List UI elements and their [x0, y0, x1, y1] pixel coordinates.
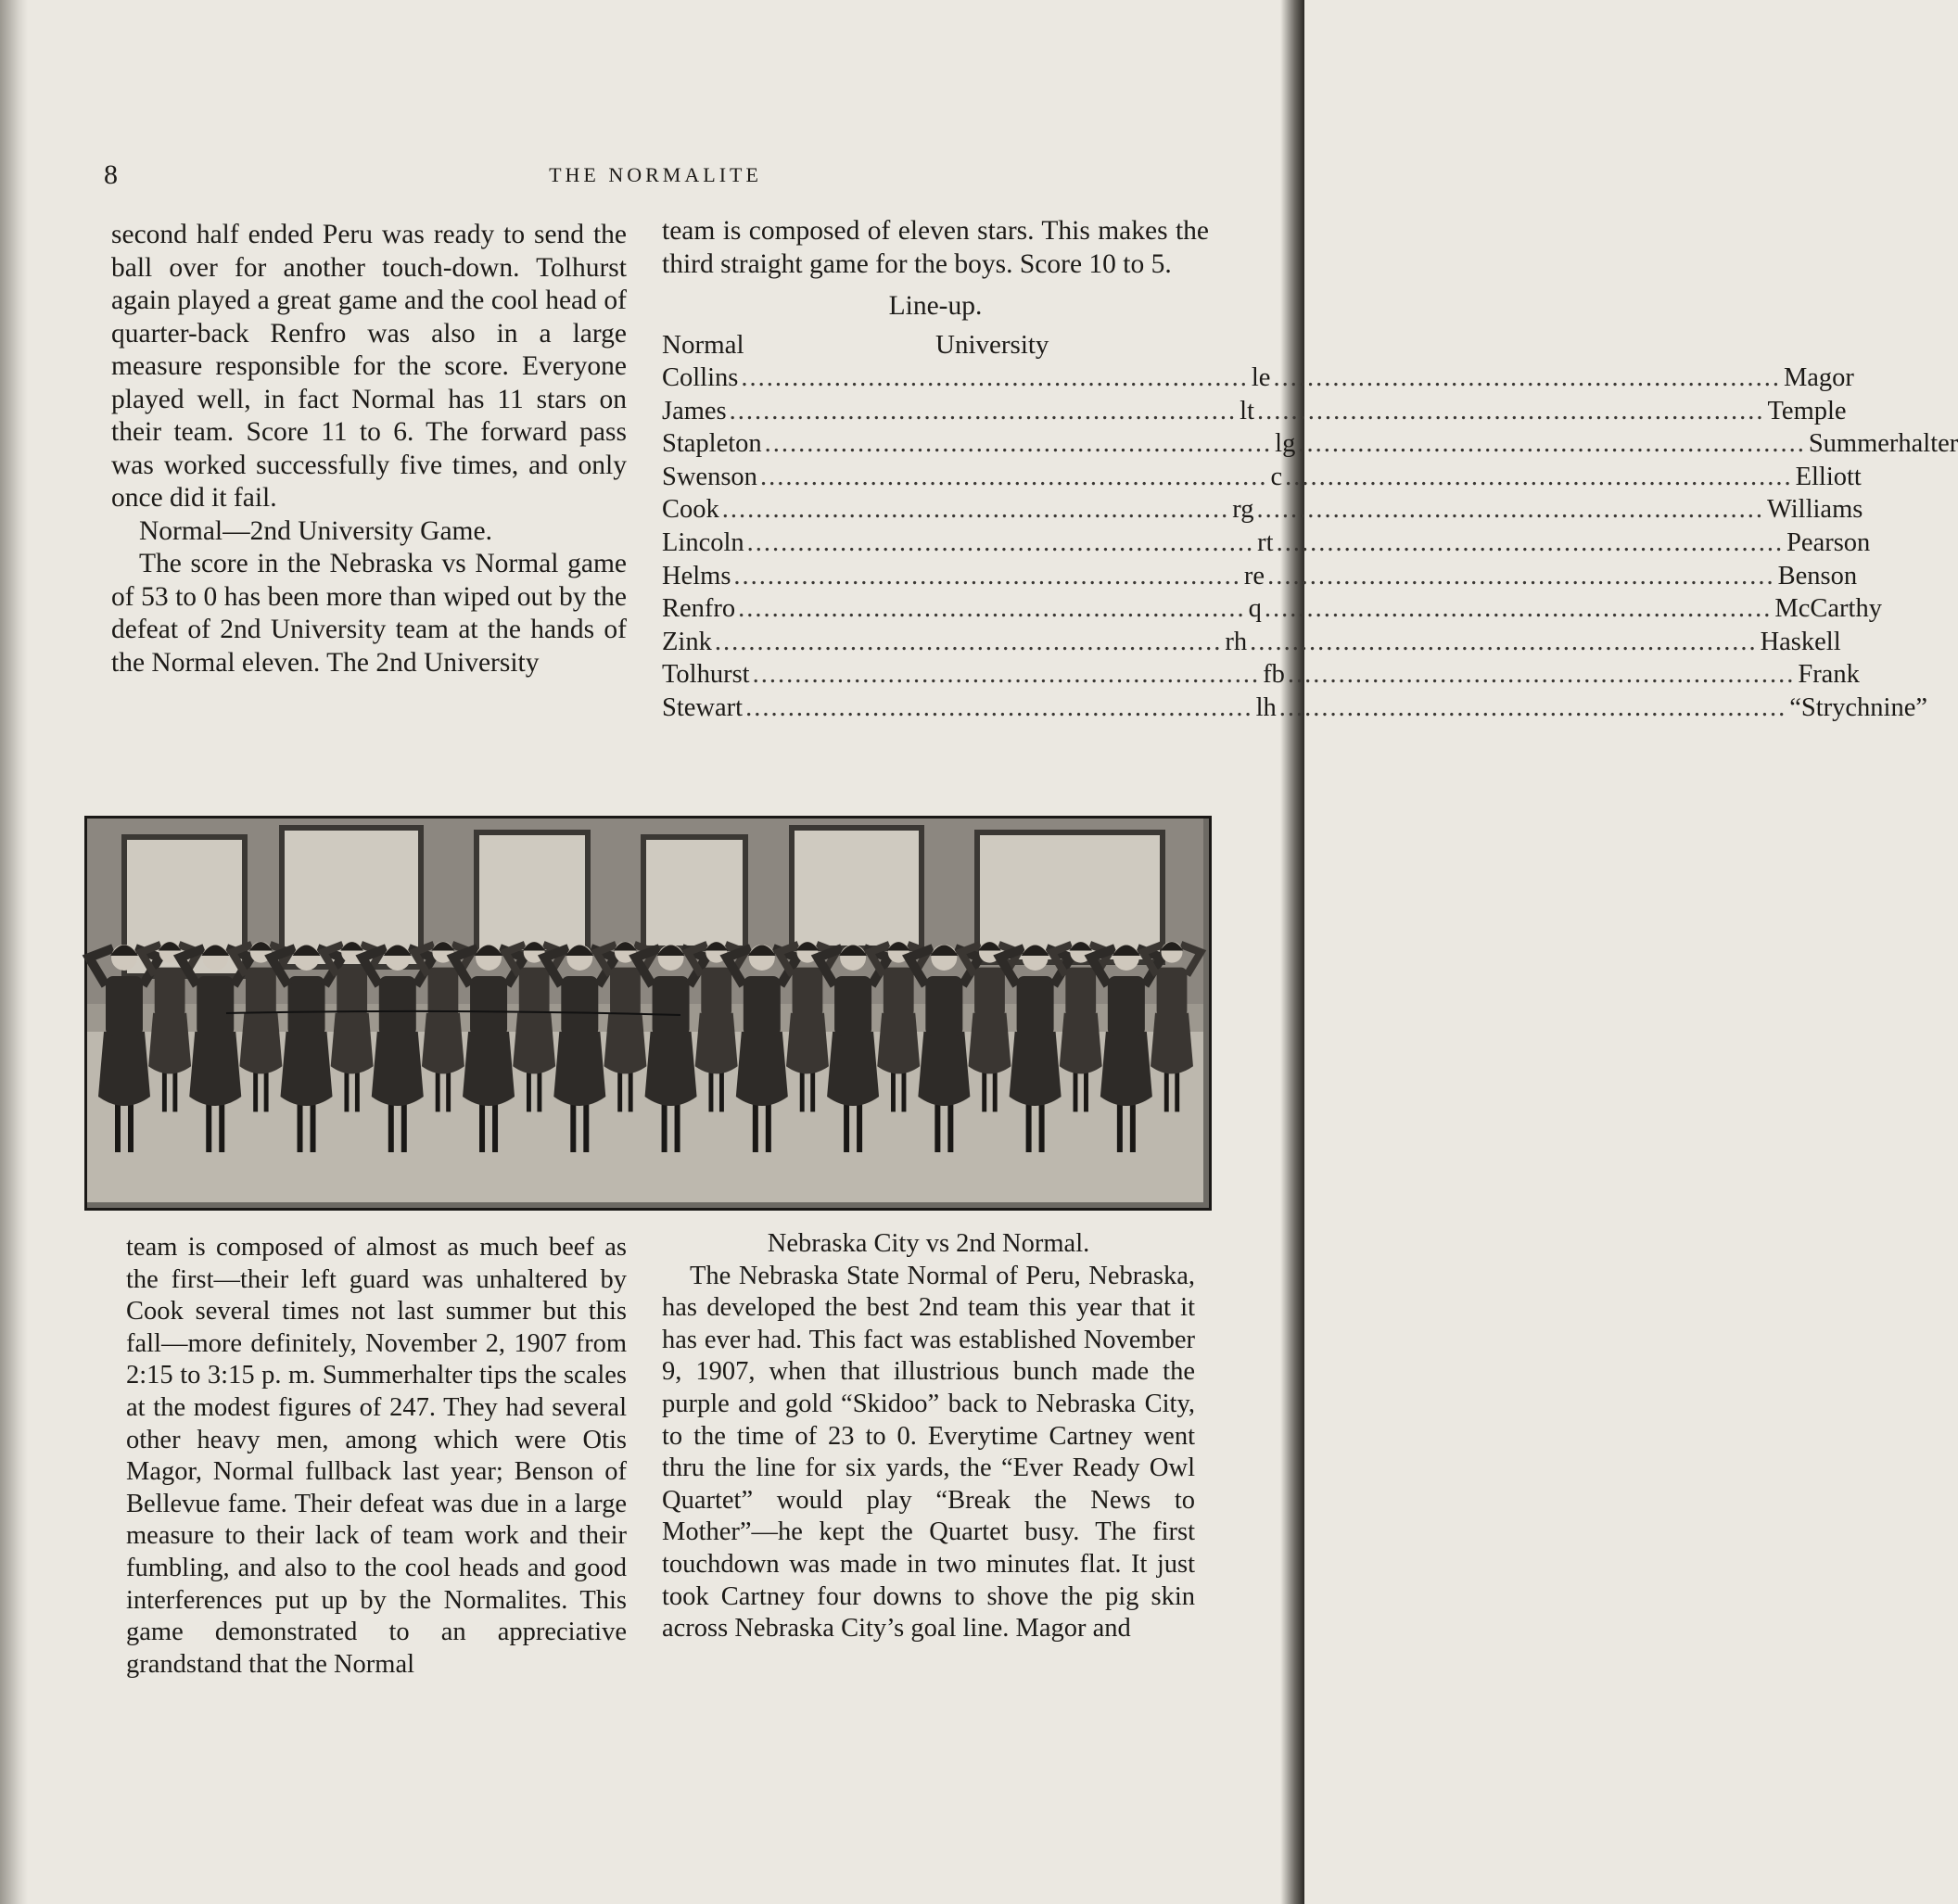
lineup-position: q	[1248, 594, 1262, 624]
leader-dots: ............................................................	[746, 527, 1255, 557]
lineup-row	[662, 395, 1847, 428]
leader-dots: ............................................................	[1278, 692, 1787, 722]
leader-dots: ............................................................	[1264, 594, 1773, 624]
page-number: 8	[104, 159, 118, 190]
paragraph-team-beef: team is composed of almost as much beef as the first—their left guard was unhaltered by Cook several times not last summer but this fall—more definitely, November 2, 1907 from 2:15 to 3:15 p. m. Summerhalter tips the scales at the modest figures of 247. They had several other heavy men, among which were Otis Magor, Normal fullback last year; Benson of Bellevue fame. Their defeat was due in a large measure to their lack of team work and their fumbling, and also to the cool heads and good interferences put up by the Normalites. This game demonstrated to an appreciative grandstand that the Normal	[126, 1233, 627, 1679]
lineup-university-player: Benson	[1777, 561, 1858, 590]
page-edge-right	[1280, 0, 1304, 1904]
lineup-row	[662, 626, 1841, 659]
lineup-position: rt	[1257, 527, 1274, 557]
leader-dots: ............................................................	[745, 692, 1253, 722]
photo-illustration	[87, 819, 1203, 1202]
page-header	[104, 159, 1207, 197]
lineup-row	[662, 560, 1858, 593]
leader-dots: ............................................................	[729, 396, 1238, 425]
gym-window	[477, 832, 588, 953]
leader-dots: ............................................................	[741, 363, 1249, 392]
lineup-university-player: McCarthy	[1774, 594, 1882, 624]
lineup-row	[662, 461, 1862, 494]
lineup-normal-player: Renfro	[662, 594, 736, 624]
paragraph-team-stars: team is composed of eleven stars. This makes the third straight game for the boys. Score 10 to 5.	[662, 216, 1209, 279]
section-heading-2nd-university: Normal—2nd University Game.	[139, 515, 492, 546]
leader-dots: ............................................................	[1273, 363, 1781, 392]
lineup-col-normal: Normal	[662, 329, 744, 360]
lineup-university-player: Magor	[1783, 363, 1854, 392]
lineup-table	[662, 362, 1958, 725]
leader-dots: ............................................................	[1285, 462, 1793, 491]
column-top-left	[111, 219, 627, 679]
lineup-normal-player: Stapleton	[662, 429, 762, 459]
lineup-university-player: Haskell	[1760, 627, 1841, 656]
lineup-position: rg	[1232, 495, 1254, 525]
lineup-title: Line-up.	[888, 291, 983, 321]
leader-dots: ............................................................	[764, 429, 1273, 459]
section-heading-nebraska-city: Nebraska City vs 2nd Normal.	[767, 1229, 1090, 1258]
paragraph-2nd-university: The score in the Nebraska vs Normal game of 53 to 0 has been more than wiped out by the defeat of 2nd University team at the hands of the Normal eleven. The 2nd University	[111, 549, 627, 678]
lineup-position: le	[1251, 363, 1271, 392]
leader-dots: ............................................................	[721, 495, 1230, 525]
leader-dots: ............................................................	[1276, 527, 1785, 557]
column-top-right	[662, 215, 1958, 725]
lineup-row	[662, 493, 1863, 527]
lineup-normal-player: Lincoln	[662, 527, 744, 557]
lineup-university-player: “Strychnine”	[1789, 692, 1928, 722]
leader-dots: ............................................................	[759, 462, 1268, 491]
leader-dots: ............................................................	[1250, 627, 1758, 656]
lineup-university-player: Pearson	[1786, 527, 1871, 557]
lineup-normal-player: Collins	[662, 363, 739, 392]
lineup-position: lh	[1255, 692, 1277, 722]
lineup-row	[662, 692, 1928, 725]
running-head: THE NORMALITE	[549, 163, 762, 186]
column-bottom-left	[126, 1232, 627, 1681]
lineup-normal-player: Cook	[662, 495, 719, 525]
lineup-normal-player: Helms	[662, 561, 731, 590]
leader-dots: ............................................................	[752, 660, 1261, 690]
leader-dots: ............................................................	[733, 561, 1241, 590]
gymnasium-photo	[84, 816, 1212, 1211]
lineup-header	[662, 329, 1209, 362]
lineup-position: rh	[1225, 627, 1248, 656]
lineup-row	[662, 592, 1882, 626]
lineup-university-player: Frank	[1798, 660, 1860, 690]
leader-dots: ............................................................	[1256, 495, 1764, 525]
leader-dots: ............................................................	[738, 594, 1246, 624]
lineup-position: c	[1270, 462, 1283, 491]
leader-dots: ............................................................	[1287, 660, 1796, 690]
lineup-position: lt	[1240, 396, 1254, 425]
lineup-row	[662, 362, 1854, 395]
lineup-row	[662, 658, 1860, 692]
gym-window	[643, 837, 745, 948]
leader-dots: ............................................................	[1298, 429, 1806, 459]
lineup-position: fb	[1263, 660, 1285, 690]
lineup-row	[662, 427, 1958, 461]
lineup-normal-player: Zink	[662, 627, 712, 656]
leader-dots: ............................................................	[714, 627, 1223, 656]
paragraph-game-recap: second half ended Peru was ready to send the ball over for another touch-down. Tolhurst again played a great game and the cool head of quarter-back Renfro was also in a large measure responsible for the score. Everyone played well, in fact Normal has 11 stars on their team. Score 11 to 6. The forward pass was worked successfully five times, and only once did it fail.	[111, 220, 627, 513]
lineup-normal-player: James	[662, 396, 727, 425]
leader-dots: ............................................................	[1267, 561, 1775, 590]
lineup-university-player: Elliott	[1795, 462, 1862, 491]
paragraph-nebraska-city: The Nebraska State Normal of Peru, Nebraska, has developed the best 2nd team this year that it has ever had. This fact was established November 9, 1907, when that illustrious bunch made the purple and gold “Skidoo” back to Nebraska City, to the time of 23 to 0. Everytime Cartney went thru the line for six yards, the “Ever Ready Owl Quartet” would play “Break the News to Mother”—he kept the Quartet busy. The first touchdown was made in two minutes flat. It just took Cartney four downs to shove the pig skin across Nebraska City’s goal line. Magor and	[662, 1261, 1195, 1644]
page-edge-left	[0, 0, 28, 1904]
lineup-col-university: University	[935, 329, 1049, 360]
lineup-university-player: Summerhalter	[1808, 429, 1958, 459]
lineup-row	[662, 527, 1871, 560]
lineup-normal-player: Tolhurst	[662, 660, 750, 690]
lineup-normal-player: Swenson	[662, 462, 757, 491]
lineup-university-player: Temple	[1767, 396, 1847, 425]
lineup-normal-player: Stewart	[662, 692, 744, 722]
lineup-position: re	[1243, 561, 1265, 590]
gym-window	[792, 828, 922, 948]
leader-dots: ............................................................	[1257, 396, 1765, 425]
lineup-position: lg	[1275, 429, 1296, 459]
column-bottom-right	[662, 1228, 1195, 1645]
lineup-university-player: Williams	[1767, 495, 1863, 525]
